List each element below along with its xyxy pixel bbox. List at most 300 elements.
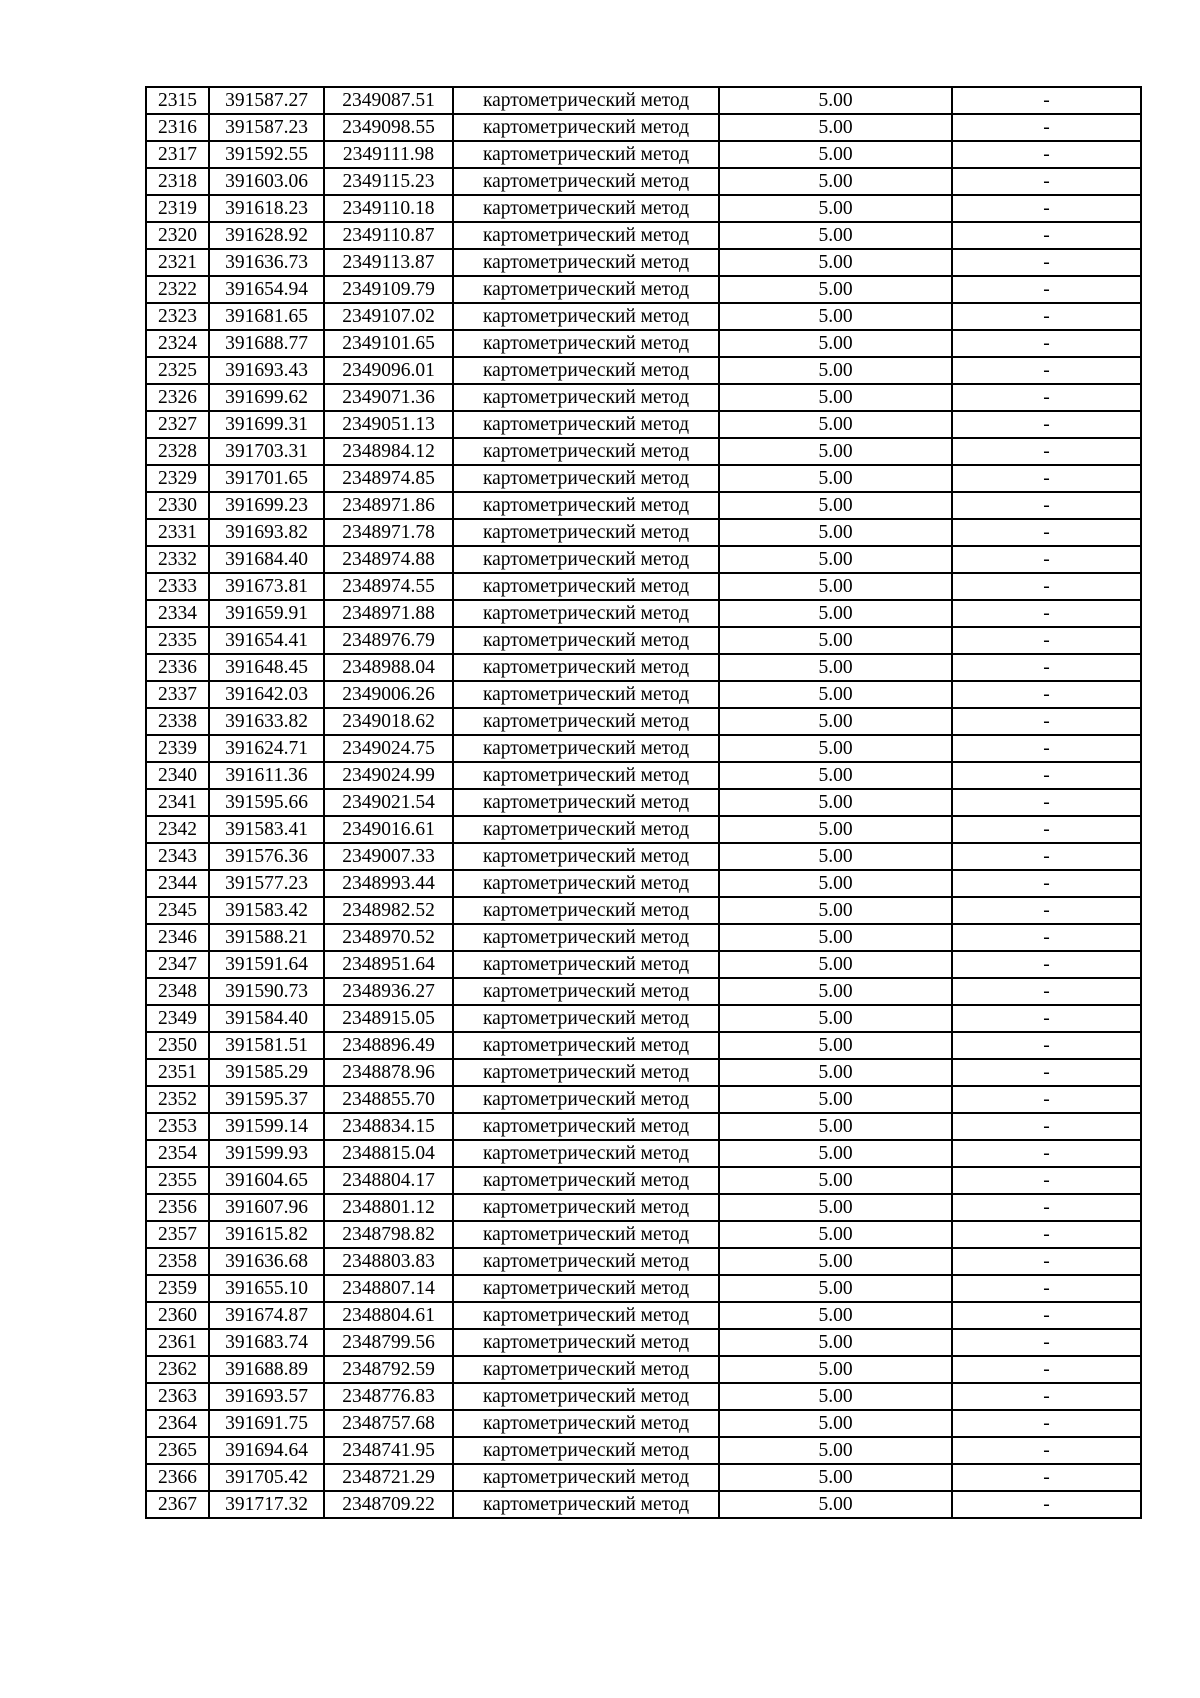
method-cell: картометрический метод: [453, 573, 719, 600]
precision-cell: 5.00: [719, 600, 952, 627]
point-number-cell: 2322: [146, 276, 209, 303]
y-coordinate-cell: 2348936.27: [324, 978, 453, 1005]
table-row: [146, 87, 1141, 114]
precision-cell: 5.00: [719, 411, 952, 438]
y-coordinate-cell: 2348971.78: [324, 519, 453, 546]
point-number-cell: 2355: [146, 1167, 209, 1194]
y-coordinate-cell: 2349007.33: [324, 843, 453, 870]
method-cell: картометрический метод: [453, 870, 719, 897]
point-number-cell: 2345: [146, 897, 209, 924]
y-coordinate-cell: 2348807.14: [324, 1275, 453, 1302]
y-coordinate-cell: 2348951.64: [324, 951, 453, 978]
precision-cell: 5.00: [719, 1410, 952, 1437]
x-coordinate-cell: 391590.73: [209, 978, 324, 1005]
method-cell: картометрический метод: [453, 924, 719, 951]
point-number-cell: 2334: [146, 600, 209, 627]
point-number-cell: 2360: [146, 1302, 209, 1329]
method-cell: картометрический метод: [453, 276, 719, 303]
precision-cell: 5.00: [719, 1167, 952, 1194]
table-row: [146, 1356, 1141, 1383]
x-coordinate-cell: 391654.94: [209, 276, 324, 303]
y-coordinate-cell: 2348971.86: [324, 492, 453, 519]
description-cell: -: [952, 924, 1141, 951]
x-coordinate-cell: 391673.81: [209, 573, 324, 600]
x-coordinate-cell: 391581.51: [209, 1032, 324, 1059]
table-row: [146, 627, 1141, 654]
method-cell: картометрический метод: [453, 141, 719, 168]
method-cell: картометрический метод: [453, 1221, 719, 1248]
point-number-cell: 2333: [146, 573, 209, 600]
point-number-cell: 2357: [146, 1221, 209, 1248]
x-coordinate-cell: 391587.27: [209, 87, 324, 114]
method-cell: картометрический метод: [453, 789, 719, 816]
method-cell: картометрический метод: [453, 114, 719, 141]
x-coordinate-cell: 391683.74: [209, 1329, 324, 1356]
description-cell: -: [952, 303, 1141, 330]
precision-cell: 5.00: [719, 492, 952, 519]
table-row: [146, 438, 1141, 465]
y-coordinate-cell: 2349021.54: [324, 789, 453, 816]
table-row: [146, 168, 1141, 195]
precision-cell: 5.00: [719, 249, 952, 276]
description-cell: -: [952, 600, 1141, 627]
method-cell: картометрический метод: [453, 249, 719, 276]
x-coordinate-cell: 391717.32: [209, 1491, 324, 1518]
description-cell: -: [952, 1329, 1141, 1356]
y-coordinate-cell: 2349101.65: [324, 330, 453, 357]
x-coordinate-cell: 391701.65: [209, 465, 324, 492]
point-number-cell: 2354: [146, 1140, 209, 1167]
description-cell: -: [952, 384, 1141, 411]
method-cell: картометрический метод: [453, 1032, 719, 1059]
method-cell: картометрический метод: [453, 1383, 719, 1410]
method-cell: картометрический метод: [453, 303, 719, 330]
description-cell: -: [952, 951, 1141, 978]
method-cell: картометрический метод: [453, 519, 719, 546]
precision-cell: 5.00: [719, 627, 952, 654]
point-number-cell: 2338: [146, 708, 209, 735]
table-row: [146, 843, 1141, 870]
method-cell: картометрический метод: [453, 438, 719, 465]
x-coordinate-cell: 391577.23: [209, 870, 324, 897]
point-number-cell: 2325: [146, 357, 209, 384]
x-coordinate-cell: 391655.10: [209, 1275, 324, 1302]
method-cell: картометрический метод: [453, 897, 719, 924]
method-cell: картометрический метод: [453, 1248, 719, 1275]
point-number-cell: 2326: [146, 384, 209, 411]
point-number-cell: 2332: [146, 546, 209, 573]
table-row: [146, 762, 1141, 789]
point-number-cell: 2323: [146, 303, 209, 330]
table-row: [146, 654, 1141, 681]
x-coordinate-cell: 391588.21: [209, 924, 324, 951]
x-coordinate-cell: 391633.82: [209, 708, 324, 735]
y-coordinate-cell: 2348721.29: [324, 1464, 453, 1491]
point-number-cell: 2362: [146, 1356, 209, 1383]
x-coordinate-cell: 391604.65: [209, 1167, 324, 1194]
point-number-cell: 2330: [146, 492, 209, 519]
y-coordinate-cell: 2349110.18: [324, 195, 453, 222]
description-cell: -: [952, 573, 1141, 600]
y-coordinate-cell: 2348803.83: [324, 1248, 453, 1275]
x-coordinate-cell: 391585.29: [209, 1059, 324, 1086]
precision-cell: 5.00: [719, 276, 952, 303]
precision-cell: 5.00: [719, 924, 952, 951]
description-cell: -: [952, 762, 1141, 789]
description-cell: -: [952, 1275, 1141, 1302]
method-cell: картометрический метод: [453, 681, 719, 708]
method-cell: картометрический метод: [453, 843, 719, 870]
x-coordinate-cell: 391654.41: [209, 627, 324, 654]
method-cell: картометрический метод: [453, 654, 719, 681]
precision-cell: 5.00: [719, 1491, 952, 1518]
method-cell: картометрический метод: [453, 1464, 719, 1491]
description-cell: -: [952, 168, 1141, 195]
method-cell: картометрический метод: [453, 978, 719, 1005]
description-cell: -: [952, 492, 1141, 519]
x-coordinate-cell: 391583.41: [209, 816, 324, 843]
y-coordinate-cell: 2349109.79: [324, 276, 453, 303]
table-row: [146, 735, 1141, 762]
method-cell: картометрический метод: [453, 492, 719, 519]
y-coordinate-cell: 2349098.55: [324, 114, 453, 141]
x-coordinate-cell: 391699.23: [209, 492, 324, 519]
point-number-cell: 2353: [146, 1113, 209, 1140]
y-coordinate-cell: 2349087.51: [324, 87, 453, 114]
description-cell: -: [952, 1302, 1141, 1329]
point-number-cell: 2319: [146, 195, 209, 222]
method-cell: картометрический метод: [453, 1356, 719, 1383]
point-number-cell: 2324: [146, 330, 209, 357]
x-coordinate-cell: 391691.75: [209, 1410, 324, 1437]
description-cell: -: [952, 870, 1141, 897]
y-coordinate-cell: 2348815.04: [324, 1140, 453, 1167]
precision-cell: 5.00: [719, 519, 952, 546]
method-cell: картометрический метод: [453, 411, 719, 438]
description-cell: -: [952, 546, 1141, 573]
precision-cell: 5.00: [719, 1464, 952, 1491]
table-row: [146, 951, 1141, 978]
y-coordinate-cell: 2349115.23: [324, 168, 453, 195]
x-coordinate-cell: 391587.23: [209, 114, 324, 141]
method-cell: картометрический метод: [453, 1086, 719, 1113]
x-coordinate-cell: 391699.31: [209, 411, 324, 438]
y-coordinate-cell: 2348974.88: [324, 546, 453, 573]
point-number-cell: 2328: [146, 438, 209, 465]
table-row: [146, 141, 1141, 168]
method-cell: картометрический метод: [453, 1167, 719, 1194]
precision-cell: 5.00: [719, 1140, 952, 1167]
table-row: [146, 573, 1141, 600]
method-cell: картометрический метод: [453, 222, 719, 249]
x-coordinate-cell: 391584.40: [209, 1005, 324, 1032]
y-coordinate-cell: 2349024.75: [324, 735, 453, 762]
precision-cell: 5.00: [719, 87, 952, 114]
y-coordinate-cell: 2348804.61: [324, 1302, 453, 1329]
precision-cell: 5.00: [719, 1383, 952, 1410]
y-coordinate-cell: 2348799.56: [324, 1329, 453, 1356]
y-coordinate-cell: 2349051.13: [324, 411, 453, 438]
precision-cell: 5.00: [719, 1302, 952, 1329]
precision-cell: 5.00: [719, 1221, 952, 1248]
description-cell: -: [952, 681, 1141, 708]
x-coordinate-cell: 391595.37: [209, 1086, 324, 1113]
y-coordinate-cell: 2348855.70: [324, 1086, 453, 1113]
point-number-cell: 2365: [146, 1437, 209, 1464]
description-cell: -: [952, 222, 1141, 249]
table-row: [146, 681, 1141, 708]
table-row: [146, 546, 1141, 573]
table-row: [146, 1275, 1141, 1302]
method-cell: картометрический метод: [453, 735, 719, 762]
precision-cell: 5.00: [719, 870, 952, 897]
document-page: [145, 86, 1142, 1519]
method-cell: картометрический метод: [453, 1437, 719, 1464]
y-coordinate-cell: 2348792.59: [324, 1356, 453, 1383]
x-coordinate-cell: 391705.42: [209, 1464, 324, 1491]
table-row: [146, 1248, 1141, 1275]
y-coordinate-cell: 2348801.12: [324, 1194, 453, 1221]
description-cell: -: [952, 1167, 1141, 1194]
table-row: [146, 303, 1141, 330]
table-body: [146, 87, 1141, 1518]
description-cell: -: [952, 789, 1141, 816]
method-cell: картометрический метод: [453, 762, 719, 789]
precision-cell: 5.00: [719, 951, 952, 978]
precision-cell: 5.00: [719, 897, 952, 924]
method-cell: картометрический метод: [453, 168, 719, 195]
y-coordinate-cell: 2348974.55: [324, 573, 453, 600]
precision-cell: 5.00: [719, 789, 952, 816]
method-cell: картометрический метод: [453, 1302, 719, 1329]
table-row: [146, 1410, 1141, 1437]
table-row: [146, 1464, 1141, 1491]
method-cell: картометрический метод: [453, 465, 719, 492]
y-coordinate-cell: 2348915.05: [324, 1005, 453, 1032]
point-number-cell: 2361: [146, 1329, 209, 1356]
precision-cell: 5.00: [719, 114, 952, 141]
description-cell: -: [952, 1383, 1141, 1410]
description-cell: -: [952, 1437, 1141, 1464]
x-coordinate-cell: 391599.93: [209, 1140, 324, 1167]
precision-cell: 5.00: [719, 384, 952, 411]
description-cell: -: [952, 1140, 1141, 1167]
method-cell: картометрический метод: [453, 951, 719, 978]
precision-cell: 5.00: [719, 654, 952, 681]
x-coordinate-cell: 391693.43: [209, 357, 324, 384]
x-coordinate-cell: 391636.68: [209, 1248, 324, 1275]
table-row: [146, 789, 1141, 816]
description-cell: -: [952, 1032, 1141, 1059]
method-cell: картометрический метод: [453, 1059, 719, 1086]
method-cell: картометрический метод: [453, 1275, 719, 1302]
table-row: [146, 1437, 1141, 1464]
table-row: [146, 897, 1141, 924]
y-coordinate-cell: 2348896.49: [324, 1032, 453, 1059]
y-coordinate-cell: 2348993.44: [324, 870, 453, 897]
table-row: [146, 1032, 1141, 1059]
point-number-cell: 2327: [146, 411, 209, 438]
table-row: [146, 330, 1141, 357]
x-coordinate-cell: 391648.45: [209, 654, 324, 681]
point-number-cell: 2336: [146, 654, 209, 681]
point-number-cell: 2316: [146, 114, 209, 141]
y-coordinate-cell: 2348757.68: [324, 1410, 453, 1437]
point-number-cell: 2342: [146, 816, 209, 843]
x-coordinate-cell: 391684.40: [209, 546, 324, 573]
table-row: [146, 492, 1141, 519]
method-cell: картометрический метод: [453, 546, 719, 573]
precision-cell: 5.00: [719, 438, 952, 465]
table-row: [146, 1221, 1141, 1248]
precision-cell: 5.00: [719, 1356, 952, 1383]
y-coordinate-cell: 2349071.36: [324, 384, 453, 411]
point-number-cell: 2352: [146, 1086, 209, 1113]
table-row: [146, 1086, 1141, 1113]
method-cell: картометрический метод: [453, 195, 719, 222]
description-cell: -: [952, 357, 1141, 384]
x-coordinate-cell: 391694.64: [209, 1437, 324, 1464]
table-row: [146, 600, 1141, 627]
point-number-cell: 2321: [146, 249, 209, 276]
point-number-cell: 2358: [146, 1248, 209, 1275]
y-coordinate-cell: 2348974.85: [324, 465, 453, 492]
method-cell: картометрический метод: [453, 1005, 719, 1032]
description-cell: -: [952, 1464, 1141, 1491]
y-coordinate-cell: 2348834.15: [324, 1113, 453, 1140]
x-coordinate-cell: 391693.57: [209, 1383, 324, 1410]
method-cell: картометрический метод: [453, 708, 719, 735]
method-cell: картометрический метод: [453, 1194, 719, 1221]
table-row: [146, 195, 1141, 222]
x-coordinate-cell: 391607.96: [209, 1194, 324, 1221]
method-cell: картометрический метод: [453, 1410, 719, 1437]
x-coordinate-cell: 391681.65: [209, 303, 324, 330]
description-cell: -: [952, 708, 1141, 735]
x-coordinate-cell: 391628.92: [209, 222, 324, 249]
y-coordinate-cell: 2349113.87: [324, 249, 453, 276]
y-coordinate-cell: 2349110.87: [324, 222, 453, 249]
precision-cell: 5.00: [719, 1248, 952, 1275]
method-cell: картометрический метод: [453, 330, 719, 357]
point-number-cell: 2341: [146, 789, 209, 816]
point-number-cell: 2356: [146, 1194, 209, 1221]
y-coordinate-cell: 2348971.88: [324, 600, 453, 627]
method-cell: картометрический метод: [453, 1491, 719, 1518]
precision-cell: 5.00: [719, 708, 952, 735]
precision-cell: 5.00: [719, 843, 952, 870]
table-row: [146, 411, 1141, 438]
y-coordinate-cell: 2348982.52: [324, 897, 453, 924]
y-coordinate-cell: 2348741.95: [324, 1437, 453, 1464]
precision-cell: 5.00: [719, 465, 952, 492]
table-row: [146, 519, 1141, 546]
x-coordinate-cell: 391624.71: [209, 735, 324, 762]
description-cell: -: [952, 1248, 1141, 1275]
precision-cell: 5.00: [719, 1005, 952, 1032]
table-row: [146, 1302, 1141, 1329]
table-row: [146, 114, 1141, 141]
table-row: [146, 924, 1141, 951]
precision-cell: 5.00: [719, 1086, 952, 1113]
precision-cell: 5.00: [719, 1032, 952, 1059]
point-number-cell: 2343: [146, 843, 209, 870]
point-number-cell: 2340: [146, 762, 209, 789]
method-cell: картометрический метод: [453, 1113, 719, 1140]
description-cell: -: [952, 1005, 1141, 1032]
description-cell: -: [952, 195, 1141, 222]
point-number-cell: 2318: [146, 168, 209, 195]
precision-cell: 5.00: [719, 357, 952, 384]
x-coordinate-cell: 391576.36: [209, 843, 324, 870]
table-row: [146, 1140, 1141, 1167]
table-row: [146, 384, 1141, 411]
x-coordinate-cell: 391611.36: [209, 762, 324, 789]
x-coordinate-cell: 391595.66: [209, 789, 324, 816]
table-row: [146, 276, 1141, 303]
precision-cell: 5.00: [719, 816, 952, 843]
description-cell: -: [952, 654, 1141, 681]
description-cell: -: [952, 1086, 1141, 1113]
point-number-cell: 2320: [146, 222, 209, 249]
table-row: [146, 1113, 1141, 1140]
description-cell: -: [952, 978, 1141, 1005]
description-cell: -: [952, 1221, 1141, 1248]
y-coordinate-cell: 2348970.52: [324, 924, 453, 951]
point-number-cell: 2359: [146, 1275, 209, 1302]
point-number-cell: 2339: [146, 735, 209, 762]
y-coordinate-cell: 2348798.82: [324, 1221, 453, 1248]
point-number-cell: 2367: [146, 1491, 209, 1518]
description-cell: -: [952, 411, 1141, 438]
point-number-cell: 2363: [146, 1383, 209, 1410]
x-coordinate-cell: 391592.55: [209, 141, 324, 168]
y-coordinate-cell: 2348709.22: [324, 1491, 453, 1518]
precision-cell: 5.00: [719, 1194, 952, 1221]
table-row: [146, 1059, 1141, 1086]
table-row: [146, 357, 1141, 384]
x-coordinate-cell: 391693.82: [209, 519, 324, 546]
table-row: [146, 249, 1141, 276]
x-coordinate-cell: 391618.23: [209, 195, 324, 222]
precision-cell: 5.00: [719, 195, 952, 222]
description-cell: -: [952, 816, 1141, 843]
point-number-cell: 2315: [146, 87, 209, 114]
precision-cell: 5.00: [719, 735, 952, 762]
description-cell: -: [952, 1356, 1141, 1383]
table-row: [146, 1329, 1141, 1356]
point-number-cell: 2346: [146, 924, 209, 951]
table-row: [146, 1491, 1141, 1518]
y-coordinate-cell: 2348976.79: [324, 627, 453, 654]
precision-cell: 5.00: [719, 681, 952, 708]
x-coordinate-cell: 391615.82: [209, 1221, 324, 1248]
table-row: [146, 1194, 1141, 1221]
coordinates-table: [145, 86, 1142, 1519]
description-cell: -: [952, 87, 1141, 114]
precision-cell: 5.00: [719, 1275, 952, 1302]
y-coordinate-cell: 2348776.83: [324, 1383, 453, 1410]
x-coordinate-cell: 391659.91: [209, 600, 324, 627]
y-coordinate-cell: 2349006.26: [324, 681, 453, 708]
precision-cell: 5.00: [719, 222, 952, 249]
point-number-cell: 2347: [146, 951, 209, 978]
table-row: [146, 870, 1141, 897]
table-row: [146, 708, 1141, 735]
method-cell: картометрический метод: [453, 87, 719, 114]
point-number-cell: 2317: [146, 141, 209, 168]
description-cell: -: [952, 465, 1141, 492]
